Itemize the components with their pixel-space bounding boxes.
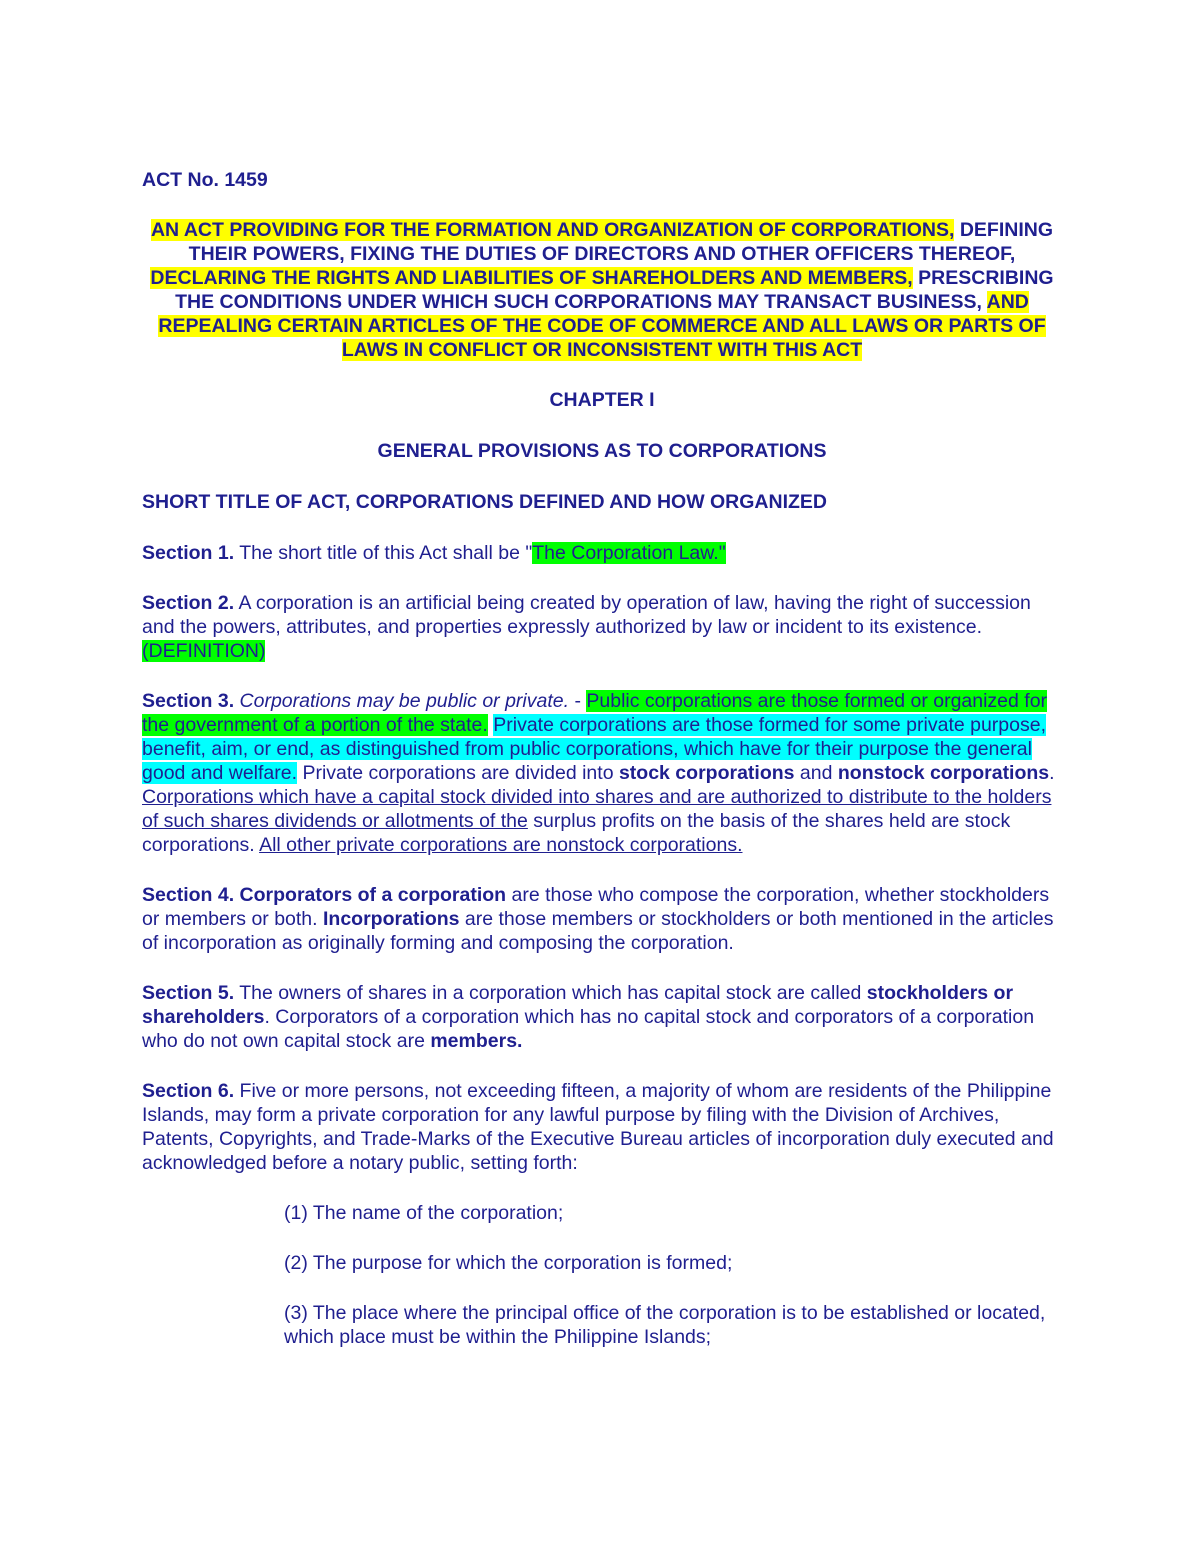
- section-5-text-1: The owners of shares in a corporation which has capital stock are called: [234, 982, 867, 1004]
- section-5: [142, 981, 1062, 1053]
- section-3-text-2: and: [794, 762, 838, 784]
- section-1-highlight: The Corporation Law.": [532, 542, 726, 564]
- section-4-text-1: are those who compose the corporation, whether stockholders or members or both.: [142, 884, 1050, 930]
- section-4-bold-1: Corporators of a corporation: [234, 884, 507, 906]
- section-3-public-highlight: Public corporations are those formed or organized for the government of a portion of the state.: [142, 690, 1048, 736]
- section-5-bold-1: stockholders or shareholders: [142, 982, 1014, 1028]
- section-3-bold-nonstock: nonstock corporations: [837, 762, 1050, 784]
- section-3-dash: -: [569, 690, 587, 712]
- chapter-heading: CHAPTER I: [549, 389, 655, 411]
- section-3-private-highlight: Private corporations are those formed for some private purpose, benefit, aim, or end, as distinguished from public corporations, which have for their purpose the general good and welfare.: [142, 714, 1047, 784]
- list-item: (2) The purpose for which the corporation is formed;: [284, 1252, 733, 1274]
- section-3: [142, 689, 1062, 857]
- section-3-text-3: .: [1049, 762, 1055, 784]
- section-3-label: Section 3.: [142, 690, 235, 712]
- section-2-text: A corporation is an artificial being created by operation of law, having the right of succession and the powers, attributes, and properties expressly authorized by law or incident to its existence.: [142, 592, 1031, 638]
- document-page: [142, 168, 1062, 1375]
- act-long-title: [142, 218, 1062, 362]
- section-3-underlined-1: Corporations which have a capital stock divided into shares and are authorized to distribute to the holders of such shares dividends or allotments of the: [142, 786, 1052, 832]
- section-4-text-2: are those members or stockholders or both mentioned in the articles of incorporation as originally forming and composing the corporation.: [142, 908, 1054, 954]
- section-3-text-4: surplus profits on the basis of the shares held are stock corporations.: [142, 810, 1011, 856]
- list-item: (1) The name of the corporation;: [284, 1202, 564, 1224]
- section-5-label: Section 5.: [142, 982, 235, 1004]
- section-4: [142, 883, 1062, 955]
- long-title-part-1-highlight: AN ACT PROVIDING FOR THE FORMATION AND ORGANIZATION OF CORPORATIONS,: [150, 219, 955, 241]
- section-6: [142, 1079, 1062, 1175]
- section-6-label: Section 6.: [142, 1080, 235, 1102]
- section-2: [142, 591, 1062, 663]
- section-3-text-1: Private corporations are divided into: [297, 762, 619, 784]
- chapter-title: GENERAL PROVISIONS AS TO CORPORATIONS: [377, 440, 827, 462]
- long-title-part-2: DEFINING THEIR POWERS, FIXING THE DUTIES OF DIRECTORS AND OTHER OFFICERS THEREOF,: [188, 219, 1054, 265]
- long-title-part-5-highlight: AND REPEALING CERTAIN ARTICLES OF THE CODE OF COMMERCE AND ALL LAWS OR PARTS OF LAWS IN CONFLICT OR INCONSISTENT WITH THIS ACT: [158, 291, 1046, 361]
- section-6-text: Five or more persons, not exceeding fifteen, a majority of whom are residents of the Philippine Islands, may form a private corporation for any lawful purpose by filing with the Division of Archives, Patents, Copyrights, and Trade-Marks of the Executive Bureau articles of incorporation duly executed and acknowledged before a notary public, setting forth:: [142, 1080, 1054, 1174]
- section-5-text-2: . Corporators of a corporation which has no capital stock and corporators of a corporation who do not own capital stock are: [142, 1006, 1035, 1052]
- section-2-highlight: (DEFINITION): [142, 640, 266, 662]
- section-3-bold-stock: stock corporations: [618, 762, 795, 784]
- list-item: (3) The place where the principal office of the corporation is to be established or located, which place must be within the Philippine Islands;: [284, 1302, 1046, 1348]
- section-3-underlined-2: All other private corporations are nonstock corporations.: [259, 834, 743, 856]
- long-title-part-3-highlight: DECLARING THE RIGHTS AND LIABILITIES OF SHAREHOLDERS AND MEMBERS,: [150, 267, 913, 289]
- section-4-label: Section 4.: [142, 884, 235, 906]
- section-1-text: The short title of this Act shall be ": [234, 542, 533, 564]
- act-number: ACT No. 1459: [142, 169, 268, 191]
- section-group-heading: SHORT TITLE OF ACT, CORPORATIONS DEFINED AND HOW ORGANIZED: [142, 491, 828, 513]
- section-3-italic-title: Corporations may be public or private.: [234, 690, 570, 712]
- section-1-label: Section 1.: [142, 542, 235, 564]
- long-title-part-4: PRESCRIBING THE CONDITIONS UNDER WHICH SUCH CORPORATIONS MAY TRANSACT BUSINESS,: [175, 267, 1054, 313]
- section-1: [142, 541, 1062, 565]
- section-4-bold-2: Incorporations: [322, 908, 460, 930]
- section-2-label: Section 2.: [142, 592, 235, 614]
- section-5-bold-2: members.: [430, 1030, 523, 1052]
